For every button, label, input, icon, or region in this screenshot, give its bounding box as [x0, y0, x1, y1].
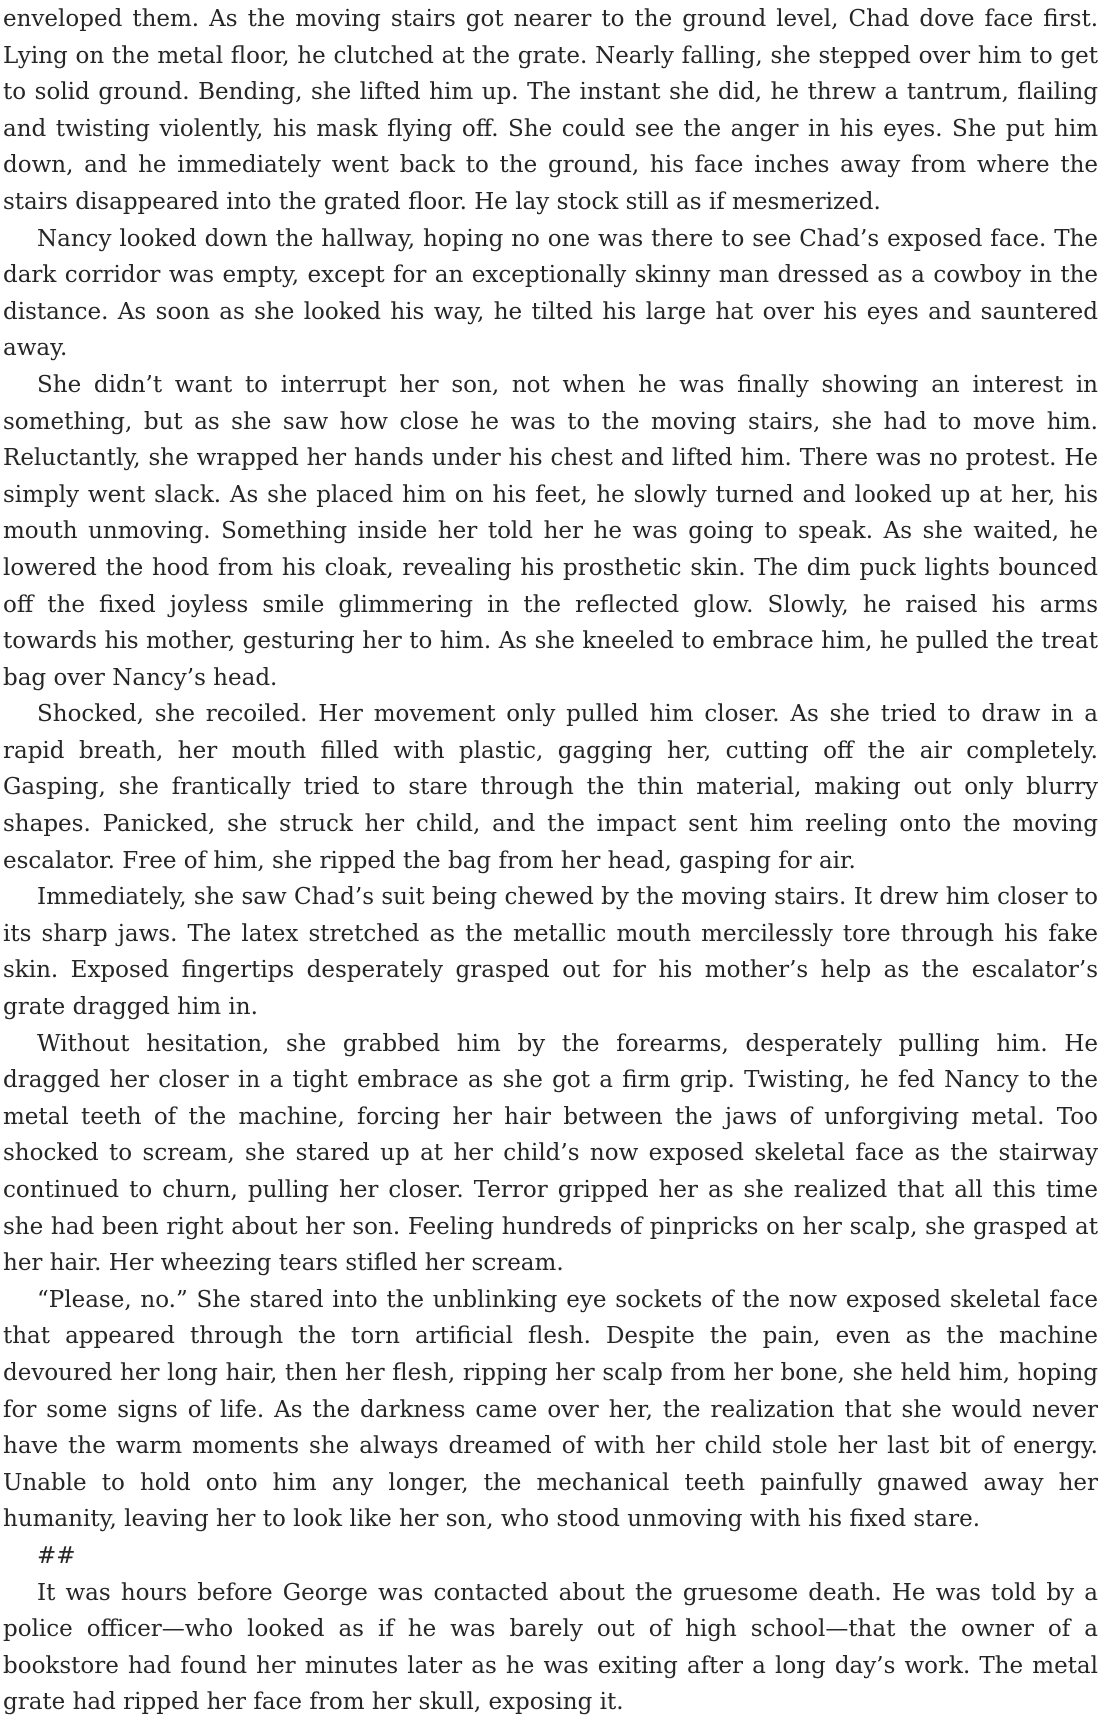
- paragraph-8: It was hours before George was contacted about the gruesome death. He was told by a police officer—who looked as if he was barely out of high school—that the owner of a bookstore had found her minutes later as he was exiting after a long day’s work. The metal grate had ripped her face from her skull, exposing it.: [3, 1579, 1098, 1716]
- paragraph-4: Shocked, she recoiled. Her movement only pulled him closer. As she tried to draw in a rapid breath, her mouth filled with plastic, gagging her, cutting off the air completely. Gasping, she frantically tried to stare through the thin material, making out only blurry shapes. Panicked, she struck her child, and the impact sent him reeling onto the moving escalator. Free of him, she ripped the bag from her head, gasping for air.: [3, 701, 1098, 874]
- section-break: ##: [37, 1542, 76, 1569]
- paragraph-6: Without hesitation, she grabbed him by the forearms, desperately pulling him. He dragged her closer in a tight embrace as she got a firm grip. Twisting, he fed Nancy to the metal teeth of the machine, forcing her hair between the jaws of unforgiving metal. Too shocked to scream, she stared up at her child’s now exposed skeletal face as the stairway continued to churn, pulling her closer. Terror gripped her as she realized that all this time she had been right about her son. Feeling hundreds of pinpricks on her scalp, she grasped at her hair. Her wheezing tears stifled her scream.: [3, 1030, 1098, 1277]
- paragraph-5: Immediately, she saw Chad’s suit being chewed by the moving stairs. It drew him closer to its sharp jaws. The latex stretched as the metallic mouth mercilessly tore through his fake skin. Exposed fingertips desperately grasped out for his mother’s help as the escalator’s grate dragged him in.: [3, 884, 1098, 1021]
- paragraph-3: She didn’t want to interrupt her son, not when he was finally showing an interest in something, but as she saw how close he was to the moving stairs, she had to move him. Reluctantly, she wrapped her hands under his chest and lifted him. There was no protest. He simply went slack. As she placed him on his feet, he slowly turned and looked up at her, his mouth unmoving. Something inside her told her he was going to speak. As she waited, he lowered the hood from his cloak, revealing his prosthetic skin. The dim puck lights bounced off the fixed joyless smile glimmering in the reflected glow. Slowly, he raised his arms towards his mother, gesturing her to him. As she kneeled to embrace him, he pulled the treat bag over Nancy’s head.: [3, 371, 1098, 691]
- paragraph-1: enveloped them. As the moving stairs got nearer to the ground level, Chad dove face first. Lying on the metal floor, he clutched at the grate. Nearly falling, she stepped over him to get to solid ground. Bending, she lifted him up. The instant she did, he threw a tantrum, flailing and twisting violently, his mask flying off. She could see the anger in his eyes. She put him down, and he immediately went back to the ground, his face inches away from where the stairs disappeared into the grated floor. He lay stock still as if mesmerized.: [3, 6, 1098, 215]
- document-page: [3, 1, 1098, 1721]
- paragraph-7: “Please, no.” She stared into the unblinking eye sockets of the now exposed skeletal face that appeared through the torn artificial flesh. Despite the pain, even as the machine devoured her long hair, then her flesh, ripping her scalp from her bone, she held him, hoping for some signs of life. As the darkness came over her, the realization that she would never have the warm moments she always dreamed of with her child stole her last bit of energy. Unable to hold onto him any longer, the mechanical teeth painfully gnawed away her humanity, leaving her to look like her son, who stood unmoving with his fixed stare.: [3, 1286, 1098, 1533]
- paragraph-2: Nancy looked down the hallway, hoping no one was there to see Chad’s exposed face. The dark corridor was empty, except for an exceptionally skinny man dressed as a cowboy in the distance. As soon as she looked his way, he tilted his large hat over his eyes and sauntered away.: [3, 225, 1098, 362]
